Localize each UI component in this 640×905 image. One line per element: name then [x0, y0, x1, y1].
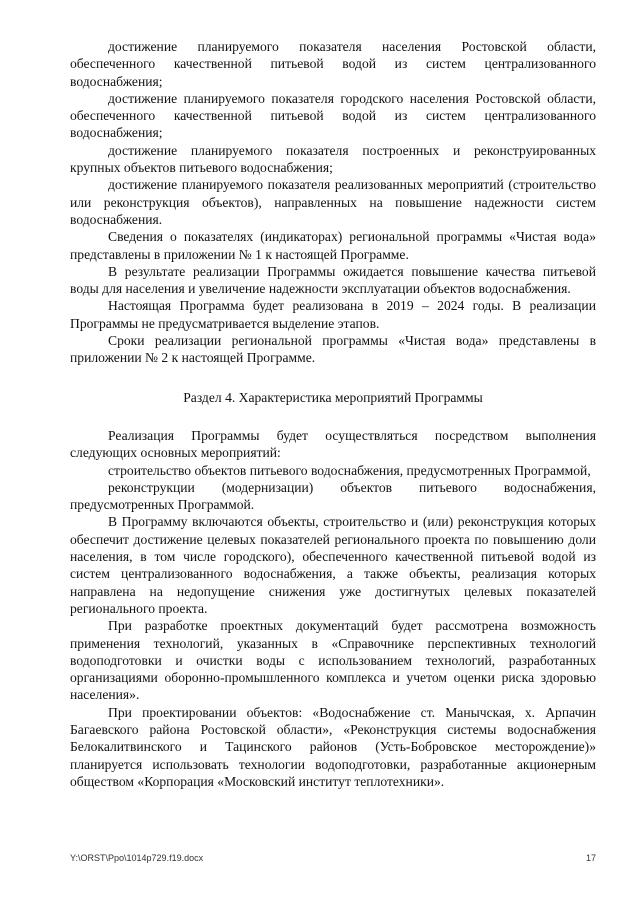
- paragraph: Настоящая Программа будет реализована в 2019 – 2024 годы. В реализации Программы не предусматривается выделение этапов.: [70, 298, 596, 331]
- paragraph: При разработке проектных документаций будет рассмотрена возможность применения технологий, указанных в «Справочнике перспективных технологий водоподготовки и очистки воды с использованием технологий, разработанных организациями оборонно-промышленного комплекса и учетом оценки риска здоровью населения».: [70, 618, 596, 703]
- paragraph: строительство объектов питьевого водоснабжения, предусмотренных Программой,: [108, 462, 591, 478]
- paragraph: реконструкции (модернизации) объектов питьевого водоснабжения, предусмотренных Программой.: [70, 479, 596, 513]
- section-title: Раздел 4. Характеристика мероприятий Программы: [183, 389, 483, 405]
- paragraph: достижение планируемого показателя городского населения Ростовской области, обеспеченного качественной питьевой водой из систем централизованного водоснабжения;: [70, 90, 596, 141]
- document-body: [70, 38, 596, 790]
- paragraph: Сведения о показателях (индикаторах) региональной программы «Чистая вода» представлены в приложении № 1 к настоящей Программе.: [70, 229, 596, 262]
- paragraph: достижение планируемого показателя населения Ростовской области, обеспеченного качественной питьевой водой из систем централизованного водоснабжения;: [70, 39, 596, 89]
- paragraph: Сроки реализации региональной программы «Чистая вода» представлены в приложении № 2 к настоящей Программе.: [70, 333, 596, 366]
- paragraph: Реализация Программы будет осуществляться посредством выполнения следующих основных мероприятий:: [70, 427, 596, 461]
- paragraph: достижение планируемого показателя построенных и реконструированных крупных объектов питьевого водоснабжения;: [70, 142, 596, 176]
- paragraph: В результате реализации Программы ожидается повышение качества питьевой воды для населения и увеличение надежности эксплуатации объектов водоснабжения.: [70, 263, 596, 297]
- footer-file-path: Y:\ORST\Ppo\1014p729.f19.docx: [70, 853, 204, 863]
- paragraph: В Программу включаются объекты, строительство и (или) реконструкция которых обеспечит достижение целевых показателей регионального проекта по повышению доли населения, в том числе городского), обеспеченного качественной питьевой водой из систем централизованного водоснабжения, а также объекты, реализация которых направлена на недопущение снижения уже достигнутых целевых показателей регионального проекта.: [70, 514, 596, 616]
- paragraph: достижение планируемого показателя реализованных мероприятий (строительство или реконструкция объектов), направленных на повышение надежности систем водоснабжения.: [70, 177, 596, 227]
- page-number: 17: [585, 853, 596, 863]
- paragraph: При проектировании объектов: «Водоснабжение ст. Манычская, х. Арпачин Багаевского района Ростовской области», «Реконструкция системы водоснабжения Белокалитвинского и Тацинского районов (Усть-Бобровское месторождение)» планируется использовать технологии водоподготовки, разработанные акционерным обществом «Корпорация «Московский институт теплотехники».: [70, 704, 596, 789]
- page-footer: [70, 853, 596, 863]
